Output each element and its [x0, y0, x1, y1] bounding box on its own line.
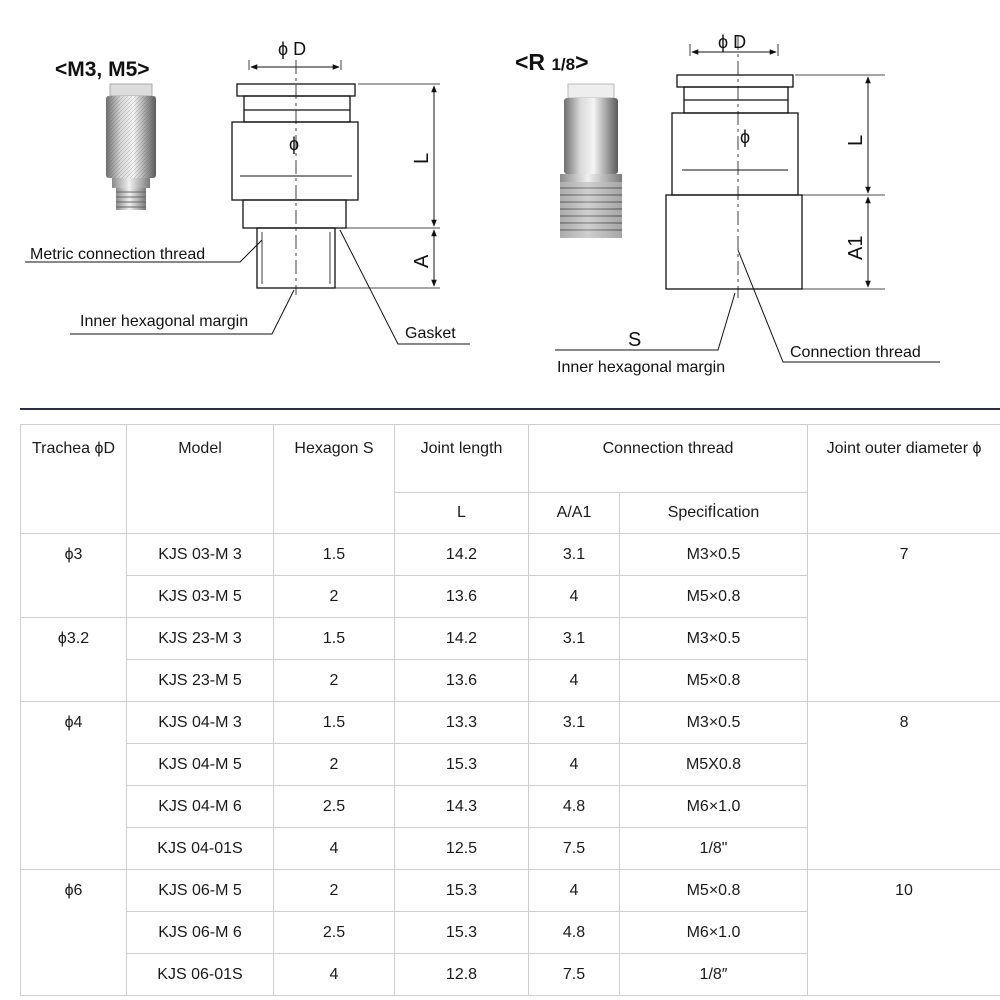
header-model: Model [127, 425, 274, 534]
a-cell: 4 [529, 744, 620, 786]
hexagon-cell: 2.5 [274, 786, 395, 828]
spec-cell: M3×0.5 [620, 534, 808, 576]
label-right-inner-hexagonal-margin: Inner hexagonal margin [557, 359, 726, 376]
section-divider [20, 408, 1000, 410]
hexagon-cell: 2 [274, 660, 395, 702]
length-cell: 14.2 [395, 618, 529, 660]
a-cell: 3.1 [529, 618, 620, 660]
header-joint-length: Joint length [395, 425, 529, 493]
table-row [21, 870, 1000, 912]
left-dim-phi-d: ϕ D [278, 39, 307, 59]
left-dim-l: L [411, 152, 433, 164]
spec-cell: 1/8″ [620, 954, 808, 996]
hexagon-cell: 2 [274, 744, 395, 786]
model-cell: KJS 04-01S [127, 828, 274, 870]
hexagon-cell: 2.5 [274, 912, 395, 954]
hexagon-cell: 2 [274, 870, 395, 912]
hexagon-cell: 4 [274, 828, 395, 870]
length-cell: 14.3 [395, 786, 529, 828]
header-hexagon: Hexagon S [274, 425, 395, 534]
model-cell: KJS 23-M 3 [127, 618, 274, 660]
trachea-cell: ϕ3.2 [21, 618, 127, 702]
length-cell: 12.8 [395, 954, 529, 996]
a-cell: 3.1 [529, 534, 620, 576]
fitting-photo-m3-m5 [106, 84, 156, 210]
spec-table [20, 424, 1000, 996]
technical-drawing [0, 0, 1000, 405]
right-title-fraction: 1/8 [551, 55, 576, 74]
length-cell: 13.3 [395, 702, 529, 744]
length-cell: 13.6 [395, 660, 529, 702]
length-cell: 15.3 [395, 870, 529, 912]
length-cell: 15.3 [395, 912, 529, 954]
a-cell: 7.5 [529, 828, 620, 870]
outer-diameter-cell: 10 [808, 870, 1000, 996]
fitting-photo-r18 [560, 84, 622, 238]
model-cell: KJS 06-M 6 [127, 912, 274, 954]
right-dim-s: S [628, 329, 642, 351]
outer-diameter-cell: 8 [808, 702, 1000, 870]
a-cell: 4 [529, 660, 620, 702]
spec-cell: M5×0.8 [620, 576, 808, 618]
table-row [21, 702, 1000, 744]
model-cell: KJS 03-M 3 [127, 534, 274, 576]
hexagon-cell: 4 [274, 954, 395, 996]
right-dim-l: L [845, 134, 867, 146]
label-left-inner-hexagonal-margin: Inner hexagonal margin [80, 313, 249, 330]
model-cell: KJS 06-M 5 [127, 870, 274, 912]
length-cell: 15.3 [395, 744, 529, 786]
subheader-a: A/A1 [529, 493, 620, 534]
spec-cell: M6×1.0 [620, 912, 808, 954]
outer-diameter-cell: 7 [808, 534, 1000, 702]
spec-cell: M5×0.8 [620, 870, 808, 912]
a-cell: 4 [529, 576, 620, 618]
length-cell: 13.6 [395, 576, 529, 618]
right-dim-phi: ϕ [740, 127, 751, 147]
a-cell: 4.8 [529, 912, 620, 954]
a-cell: 3.1 [529, 702, 620, 744]
length-cell: 12.5 [395, 828, 529, 870]
spec-cell: 1/8" [620, 828, 808, 870]
trachea-cell: ϕ6 [21, 870, 127, 996]
spec-cell: M6×1.0 [620, 786, 808, 828]
header-connection-thread: Connection thread [529, 425, 808, 493]
fitting-drawing-m3-m5 [25, 60, 470, 344]
a-cell: 4.8 [529, 786, 620, 828]
model-cell: KJS 04-M 3 [127, 702, 274, 744]
spec-cell: M3×0.5 [620, 702, 808, 744]
hexagon-cell: 1.5 [274, 618, 395, 660]
spec-cell: M5X0.8 [620, 744, 808, 786]
model-cell: KJS 04-M 6 [127, 786, 274, 828]
subheader-spec: Specifİcation [620, 493, 808, 534]
model-cell: KJS 23-M 5 [127, 660, 274, 702]
spec-cell: M5×0.8 [620, 660, 808, 702]
a-cell: 7.5 [529, 954, 620, 996]
trachea-cell: ϕ4 [21, 702, 127, 870]
right-dim-a1: A1 [845, 235, 867, 260]
label-connection-thread: Connection thread [790, 344, 921, 361]
header-trachea: Trachea ϕD [21, 425, 127, 534]
right-title-suffix: > [575, 49, 589, 75]
label-metric-connection-thread: Metric connection thread [30, 246, 206, 263]
model-cell: KJS 04-M 5 [127, 744, 274, 786]
table-row [21, 534, 1000, 576]
model-cell: KJS 03-M 5 [127, 576, 274, 618]
length-cell: 14.2 [395, 534, 529, 576]
subheader-l: L [395, 493, 529, 534]
header-outer-diameter: Joint outer diameter ϕ [808, 425, 1000, 534]
hexagon-cell: 1.5 [274, 534, 395, 576]
left-dim-phi: ϕ [289, 134, 300, 154]
hexagon-cell: 2 [274, 576, 395, 618]
hexagon-cell: 1.5 [274, 702, 395, 744]
a-cell: 4 [529, 870, 620, 912]
spec-cell: M3×0.5 [620, 618, 808, 660]
right-dim-phi-d: ϕ D [718, 32, 747, 52]
left-dim-a: A [411, 254, 433, 268]
model-cell: KJS 06-01S [127, 954, 274, 996]
trachea-cell: ϕ3 [21, 534, 127, 618]
right-title-prefix: <R [515, 49, 552, 75]
right-title [515, 49, 589, 75]
left-title: <M3, M5> [55, 58, 150, 81]
label-gasket: Gasket [405, 325, 456, 342]
